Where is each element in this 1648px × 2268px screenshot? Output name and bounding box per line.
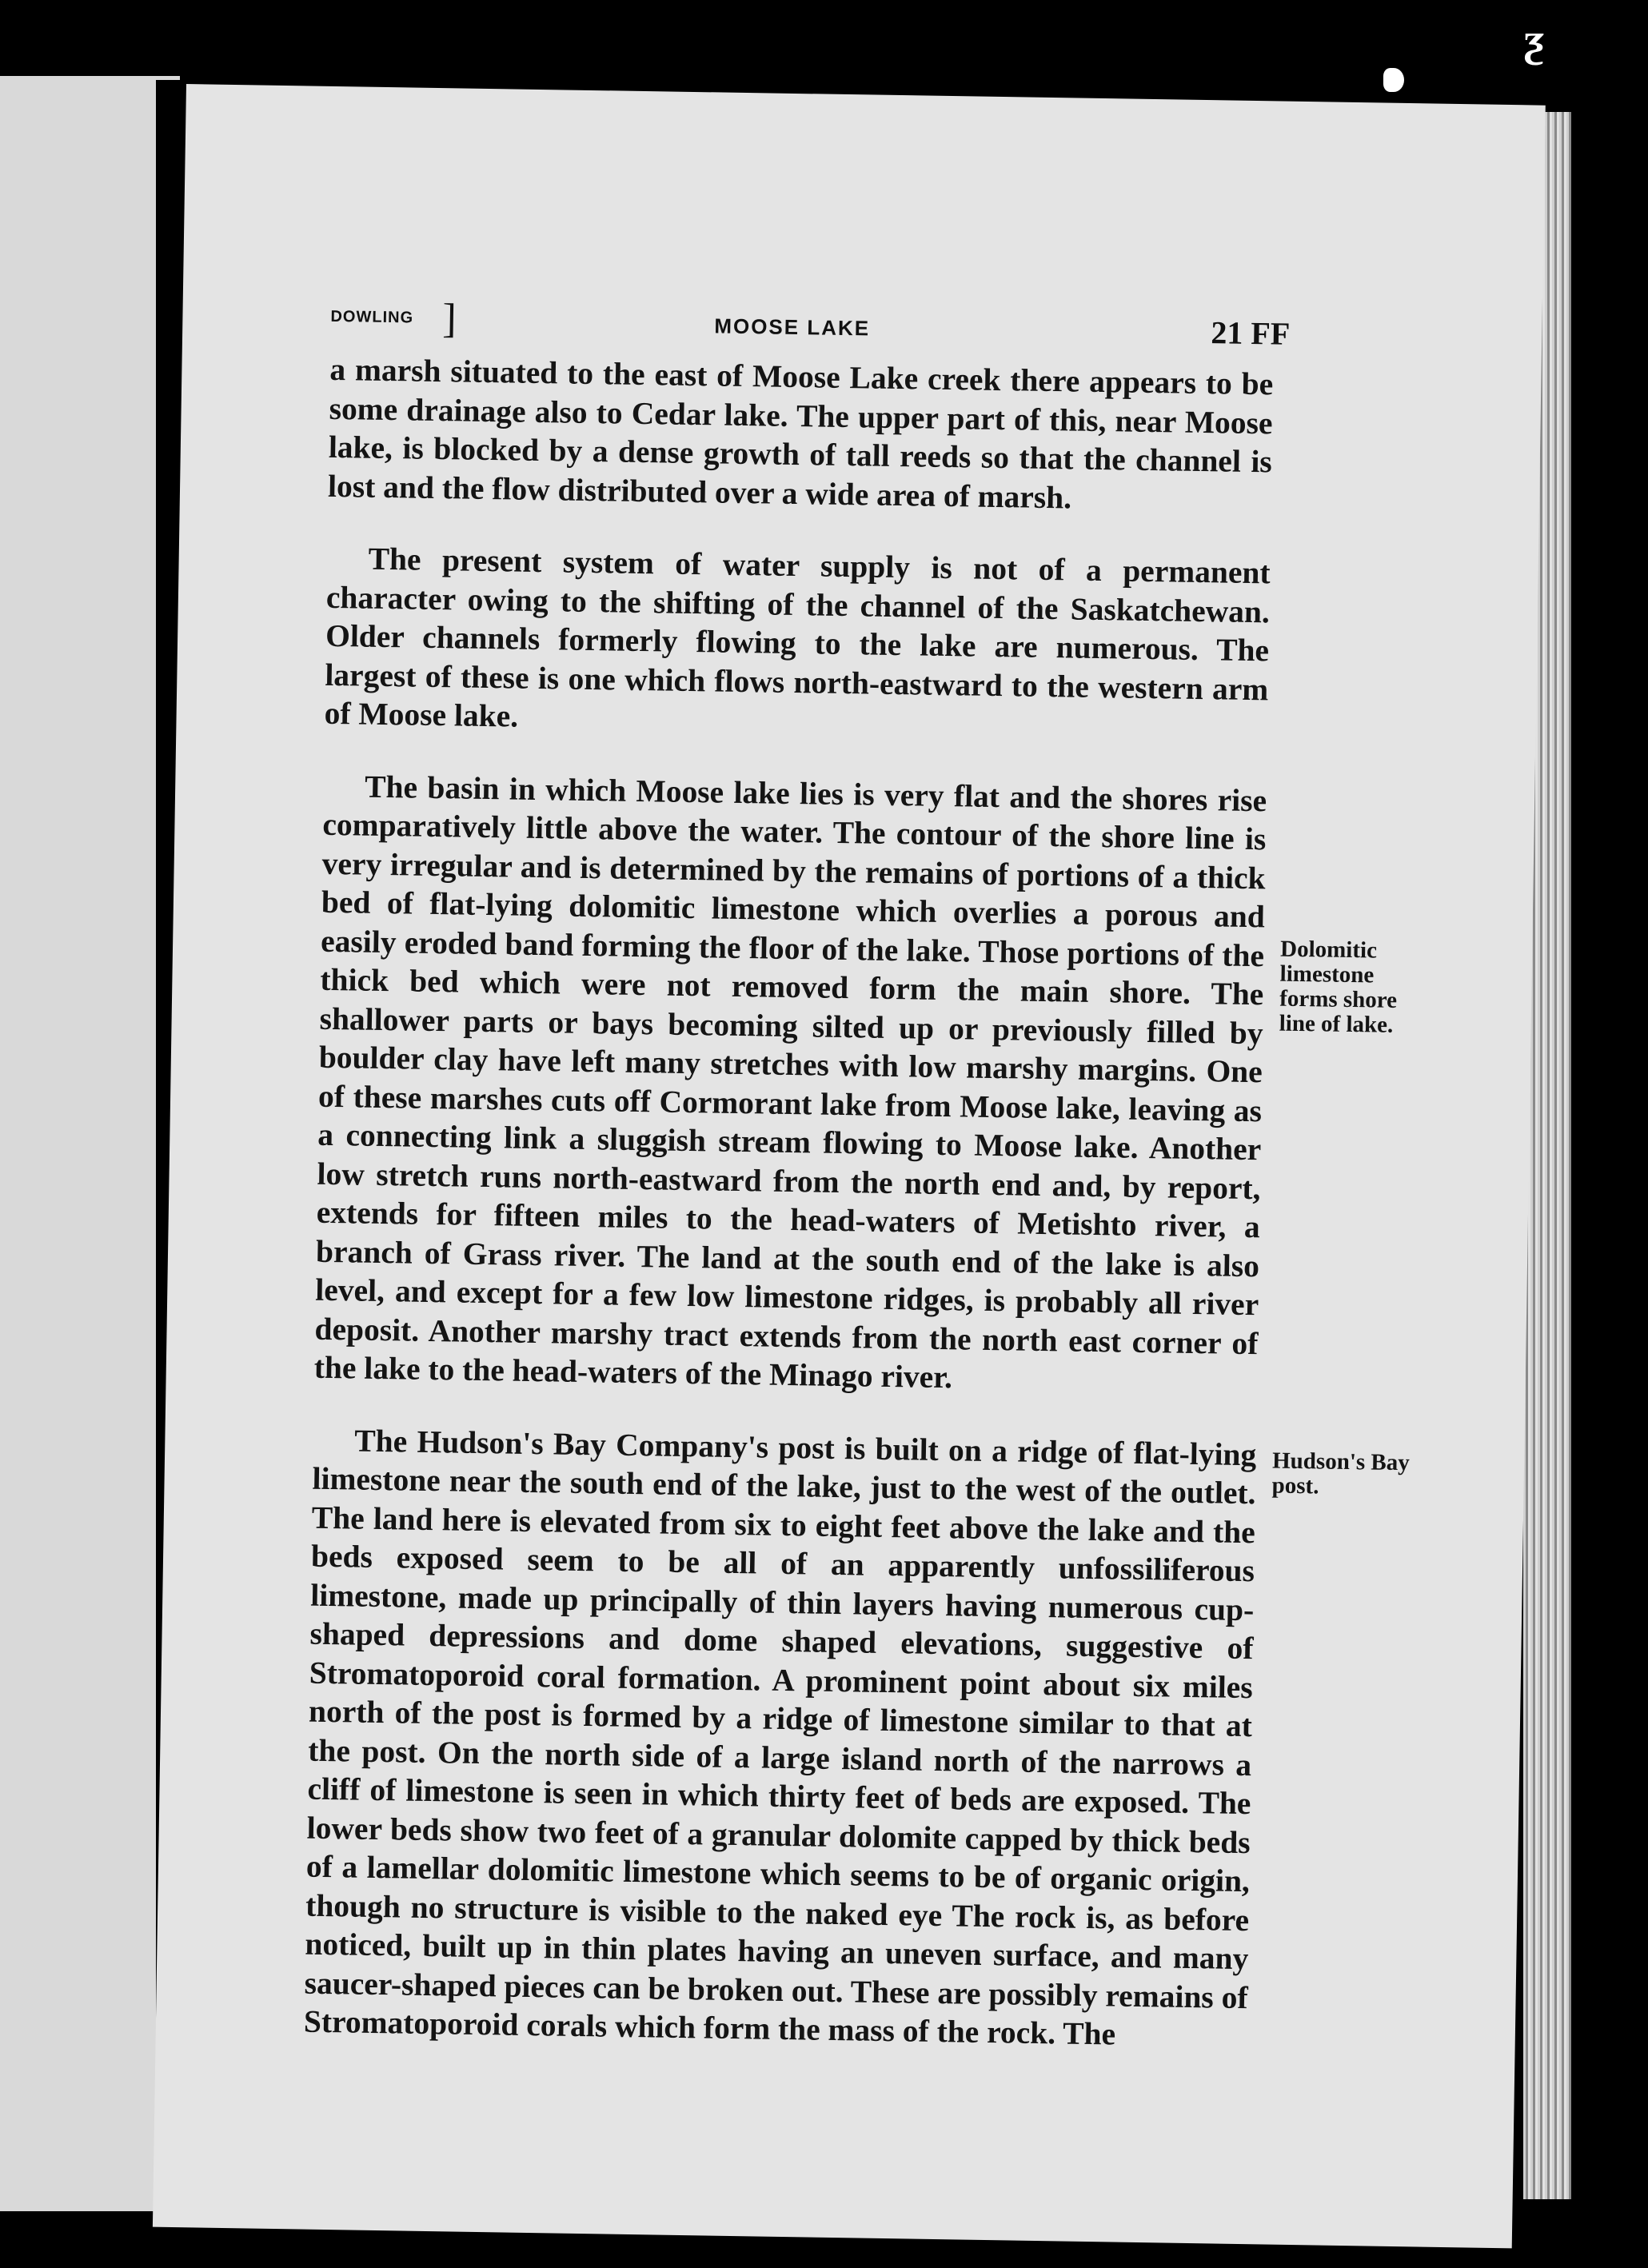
running-header bbox=[330, 296, 1291, 361]
sidenote-dolomitic-limestone: Dolomitic limestone forms shore line of lake. bbox=[1279, 936, 1398, 1038]
paragraph-hudsons-bay-post: The Hudson's Bay Company's post is built on a ridge of flat-lying limestone near the south end of the lake, just to the west of the outlet. The land here is elevated from six to eight feet above the lake and the beds exposed seem to be all of an apparently unfossiliferous limestone, made up principally of thin layers having numerous cup-shaped depressions and dome shaped elevations, suggestive of Stromatoporoid coral formation. A prominent point about six miles north of the post is formed by a ridge of limestone similar to that at the post. On the north side of a large island north of the narrows a cliff of limestone is seen in which thirty feet of beds are exposed. The lower beds show two feet of a granular dolomite capped by thick beds of a lamellar dolomitic limestone which seems to be of organic origin, though no structure is visible to the naked eye The rock is, as before noticed, built up in thin plates having an uneven surface, and many saucer-shaped pieces can be broken out. These are possibly remains of Stromatoporoid corals which form the mass of the rock. The bbox=[303, 1423, 1257, 2052]
header-author: DOWLING bbox=[330, 307, 414, 327]
paragraph-lake-basin: The basin in which Moose lake lies is very flat and the shores rise comparatively little above the water. The contour of the shore line is very irregular and is determined by the remains of portions of a thick bed of flat-lying dolomitic limestone which overlies a porous and easily eroded band forming the floor of the lake. Those portions of the thick bed which were not removed form the main shore. The shallower parts or bays becoming silted up or previously filled by boulder clay have left many stretches with low marshy margins. One of these marshes cuts off Cormorant lake from Moose lake, leaving as a connecting link a sluggish stream flowing to Moose lake. Another low stretch runs north-eastward from the north end and, by report, extends for fifteen miles to the head-waters of Metishto river, a branch of Grass river. The land at the south end of the lake is also level, and except for a few low limestone ridges, is probably all river deposit. Another marshy tract extends from the north east corner of the lake to the head-waters of the Minago river. bbox=[313, 769, 1267, 1396]
sidenote-hudsons-bay-post: Hudson's Bay post. bbox=[1271, 1447, 1411, 1499]
scan-artifact-mark: ƺ bbox=[1523, 14, 1545, 66]
header-bracket: ] bbox=[441, 296, 457, 342]
paragraph-water-supply: The present system of water supply is not of a permanent character owing to the shifting of the channel of the Saskatchewan. Older channels formerly flowing to the lake are numerous. The largest of these is one which flows north-eastward to the western arm of Moose lake. bbox=[324, 541, 1271, 734]
page-number: 21 FF bbox=[1211, 314, 1291, 352]
body-text bbox=[303, 350, 1274, 2090]
header-title: MOOSE LAKE bbox=[714, 313, 871, 341]
scan-artifact-blot bbox=[1383, 68, 1404, 92]
book-page bbox=[153, 84, 1546, 2248]
paragraph-marsh-drainage: a marsh situated to the east of Moose Lake creek there appears to be some drainage also to Cedar lake. The upper part of this, near Moose lake, is blocked by a dense growth of tall reeds so that the channel is lost and the flow distributed over a wide area of marsh. bbox=[327, 351, 1274, 515]
facing-page-edge bbox=[0, 76, 180, 2211]
